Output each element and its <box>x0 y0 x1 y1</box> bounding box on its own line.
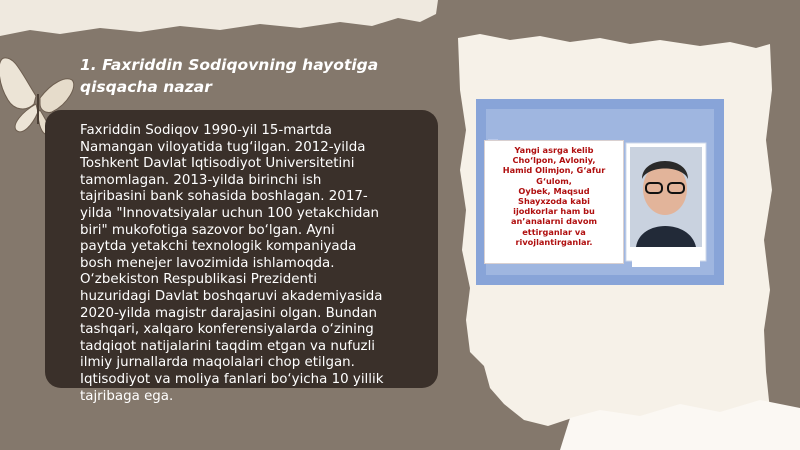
torn-paper-top-left <box>0 0 438 36</box>
image-quote-text: Yangi asrga kelib Cho‘lpon, Avloniy, Hamid Olimjon, G‘afur G‘ulom, Oybek, Maqsud Shayxzoda kabi ijodkorlar ham bu an’analarni davom ettirganlar va rivojlantirganlar. <box>502 145 606 247</box>
slide-title: 1. Faxriddin Sodiqovning hayotiga qisqacha nazar <box>80 56 379 96</box>
slide-body-text: Faxriddin Sodiqov 1990-yil 15-martda Namangan viloyatida tug‘ilgan. 2012-yilda Toshkent Davlat Iqtisodiyot Universitetini tamomlagan. 2013-yilda birinchi ish tajribasini bank sohasida boshlagan. 2017- yilda "Innovatsiyalar uchun 100 yetakchidan biri" mukofotiga sazovor bo‘lgan. Ayni paytda yetakchi texnologik kompaniyada bosh menejer lavozimida ishlamoqda. O‘zbekiston Respublikasi Prezidenti huzuridagi Davlat boshqaruvi akademiyasida 2020-yilda magistr darajasini olgan. Bundan tashqari, xalqaro konferensiyalarda o‘zining tadqiqot natijalarini taqdim etgan va nufuzli ilmiy jurnallarda maqolalari chop etilgan. Iqtisodiyot va moliya fanlari bo‘yicha 10 yillik tajribaga ega. <box>80 123 384 404</box>
